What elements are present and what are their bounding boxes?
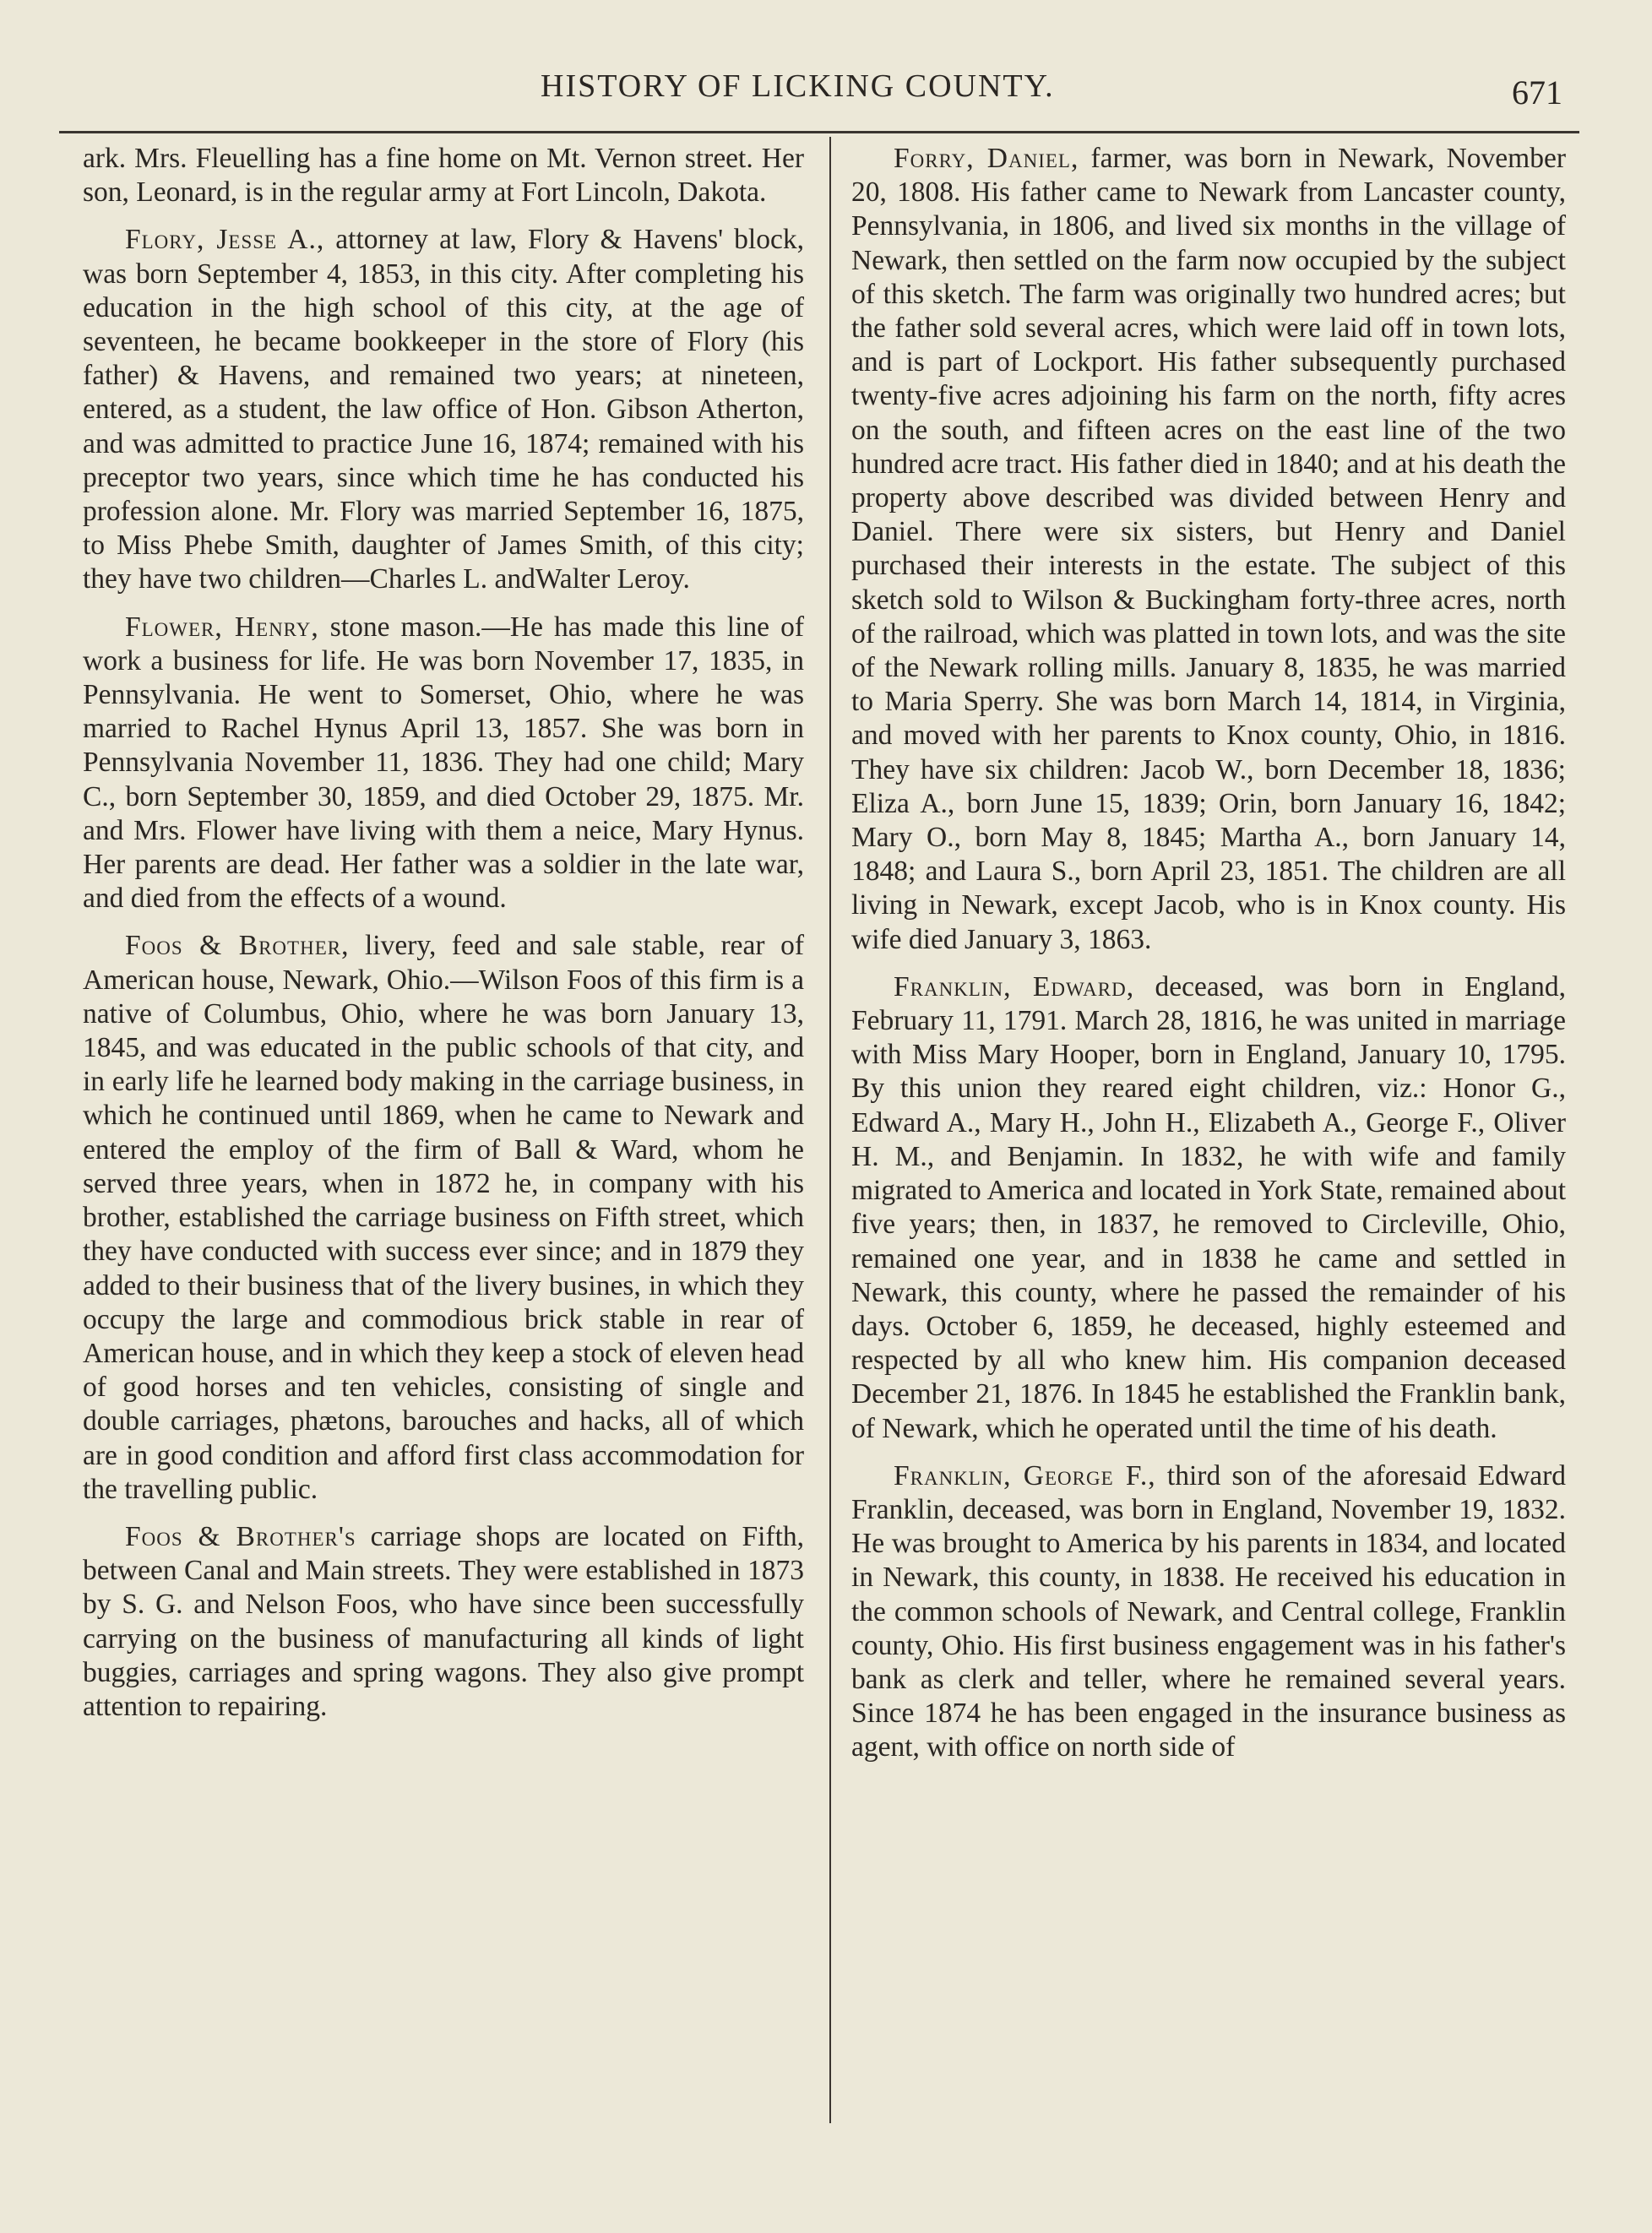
paragraph-continued xyxy=(83,142,804,209)
page-header xyxy=(0,66,1652,117)
entry-flower-henry xyxy=(83,611,804,916)
running-head: HISTORY OF LICKING COUNTY. xyxy=(541,68,1055,104)
entry-name: Foos & Brother's xyxy=(125,1520,356,1552)
entry-name: Franklin, George F., xyxy=(894,1459,1156,1491)
header-rule xyxy=(59,131,1579,133)
entry-name: Foos & Brother, xyxy=(125,930,350,962)
entry-text: third son of the aforesaid Edward Franklin, deceased, was born in England, November 19, 1832. He was brought to America by his parents in 1834, and located in Newark, this county, in 1838. He received his education in the common schools of Newark, and Central college, Franklin county, Ohio. His first business engagement was in his father's bank as clerk and teller, where he remained several years. Since 1874 he has been engaged in the insurance business as agent, with office on north side of xyxy=(851,1459,1566,1763)
entry-name: Flory, Jesse A., xyxy=(125,224,325,256)
entry-name: Flower, Henry, xyxy=(125,611,319,643)
entry-flory-jesse xyxy=(83,223,804,596)
entry-foos-brother-shops xyxy=(83,1520,804,1724)
entry-foos-brother xyxy=(83,929,804,1506)
entry-text: stone mason.—He has made this line of work a business for life. He was born November 17, 1835, in Pennsylvania. He went to Somerset, Ohio, where he was married to Rachel Hynus April 13, 1857. She was born in Pennsylvania November 11, 1836. They had one child; Mary C., born September 30, 1859, and died October 29, 1875. Mr. and Mrs. Flower have living with them a neice, Mary Hynus. Her parents are dead. Her father was a soldier in the late war, and died from the effects of a wound. xyxy=(83,611,804,915)
right-column xyxy=(851,142,1566,1779)
entry-text: farmer, was born in Newark, November 20, 1808. His father came to Newark from Lancaster county, Pennsylvania, in 1806, and lived six months in the village of Newark, then settled on the farm now occupied by the subject of this sketch. The farm was originally two hundred acres; but the father sold several acres, which were laid off in town lots, and is part of Lockport. His father subsequently purchased twenty-five acres adjoining his farm on the north, fifty acres on the south, and fifteen acres on the east line of the two hundred acre tract. His father died in 1840; and at his death the property above described was divided between Henry and Daniel. There were six sisters, but Henry and Daniel purchased their interests in the estate. The subject of this sketch sold to Wilson & Buckingham forty-three acres, north of the railroad, which was platted in town lots, and was the site of the Newark rolling mills. January 8, 1835, he was married to Maria Sperry. She was born March 14, 1814, in Virginia, and moved with her parents to Knox county, Ohio, in 1816. They have six children: Jacob W., born December 18, 1836; Eliza A., born June 15, 1839; Orin, born January 16, 1842; Mary O., born May 8, 1845; Martha A., born January 14, 1848; and Laura S., born April 23, 1851. The children are all living in Newark, except Jacob, who is in Knox county. His wife died January 3, 1863. xyxy=(851,143,1567,955)
entry-text: livery, feed and sale stable, rear of American house, Newark, Ohio.—Wilson Foos of this firm is a native of Columbus, Ohio, where he was born January 13, 1845, and was educated in the public schools of that city, and in early life he learned body making in the carriage business, in which he continued until 1869, when he came to Newark and entered the employ of the firm of Ball & Ward, whom he served three years, when in 1872 he, in company with his brother, established the carriage business on Fifth street, which they have conducted with success ever since; and in 1879 they added to their business that of the livery busines, in which they occupy the large and commodious brick stable in rear of American house, and in which they keep a stock of eleven head of good horses and ten vehicles, consisting of single and double carriages, phætons, barouches and hacks, all of which are in good condition and afford first class accommodation for the travelling public. xyxy=(83,930,805,1505)
entry-franklin-george xyxy=(851,1459,1566,1765)
entry-text: attorney at law, Flory & Havens' block, was born September 4, 1853, in this city. After completing his education in the high school of this city, at the age of seventeen, he became bookkeeper in the store of Flory (his father) & Havens, and remained two years; at nineteen, entered, as a student, the law office of Hon. Gibson Atherton, and was admitted to practice June 16, 1874; remained with his preceptor two years, since which time he has conducted his profession alone. Mr. Flory was married September 16, 1875, to Miss Phebe Smith, daughter of James Smith, of this city; they have two children—Charles L. andWalter Leroy. xyxy=(83,224,804,595)
page-number: 671 xyxy=(1512,73,1562,111)
entry-text: ark. Mrs. Fleuelling has a fine home on Mt. Vernon street. Her son, Leonard, is in the regular army at Fort Lincoln, Dakota. xyxy=(83,143,804,209)
entry-name: Forry, Daniel, xyxy=(894,143,1079,174)
entry-text: carriage shops are located on Fifth, between Canal and Main streets. They were established in 1873 by S. G. and Nelson Foos, who have since been successfully carrying on the business of manufacturing all kinds of light buggies, carriages and spring wagons. They also give prompt attention to repairing. xyxy=(83,1520,804,1722)
entry-text: deceased, was born in England, February 11, 1791. March 28, 1816, he was united in marriage with Miss Mary Hooper, born in England, January 10, 1795. By this union they reared eight children, viz.: Honor G., Edward A., Mary H., John H., Elizabeth A., George F., Oliver H. M., and Benjamin. In 1832, he with wife and family migrated to America and located in York State, remained about five years; then, in 1837, he removed to Circleville, Ohio, remained one year, and in 1838 he came and settled in Newark, this county, where he passed the remainder of his days. October 6, 1859, he deceased, highly esteemed and respected by all who knew him. His companion deceased December 21, 1876. In 1845 he established the Franklin bank, of Newark, which he operated until the time of his death. xyxy=(851,970,1566,1444)
entry-forry-daniel xyxy=(851,142,1566,957)
entry-franklin-edward xyxy=(851,970,1566,1446)
column-divider xyxy=(829,137,831,2123)
left-column xyxy=(83,142,804,1737)
entry-name: Franklin, Edward, xyxy=(894,970,1135,1002)
